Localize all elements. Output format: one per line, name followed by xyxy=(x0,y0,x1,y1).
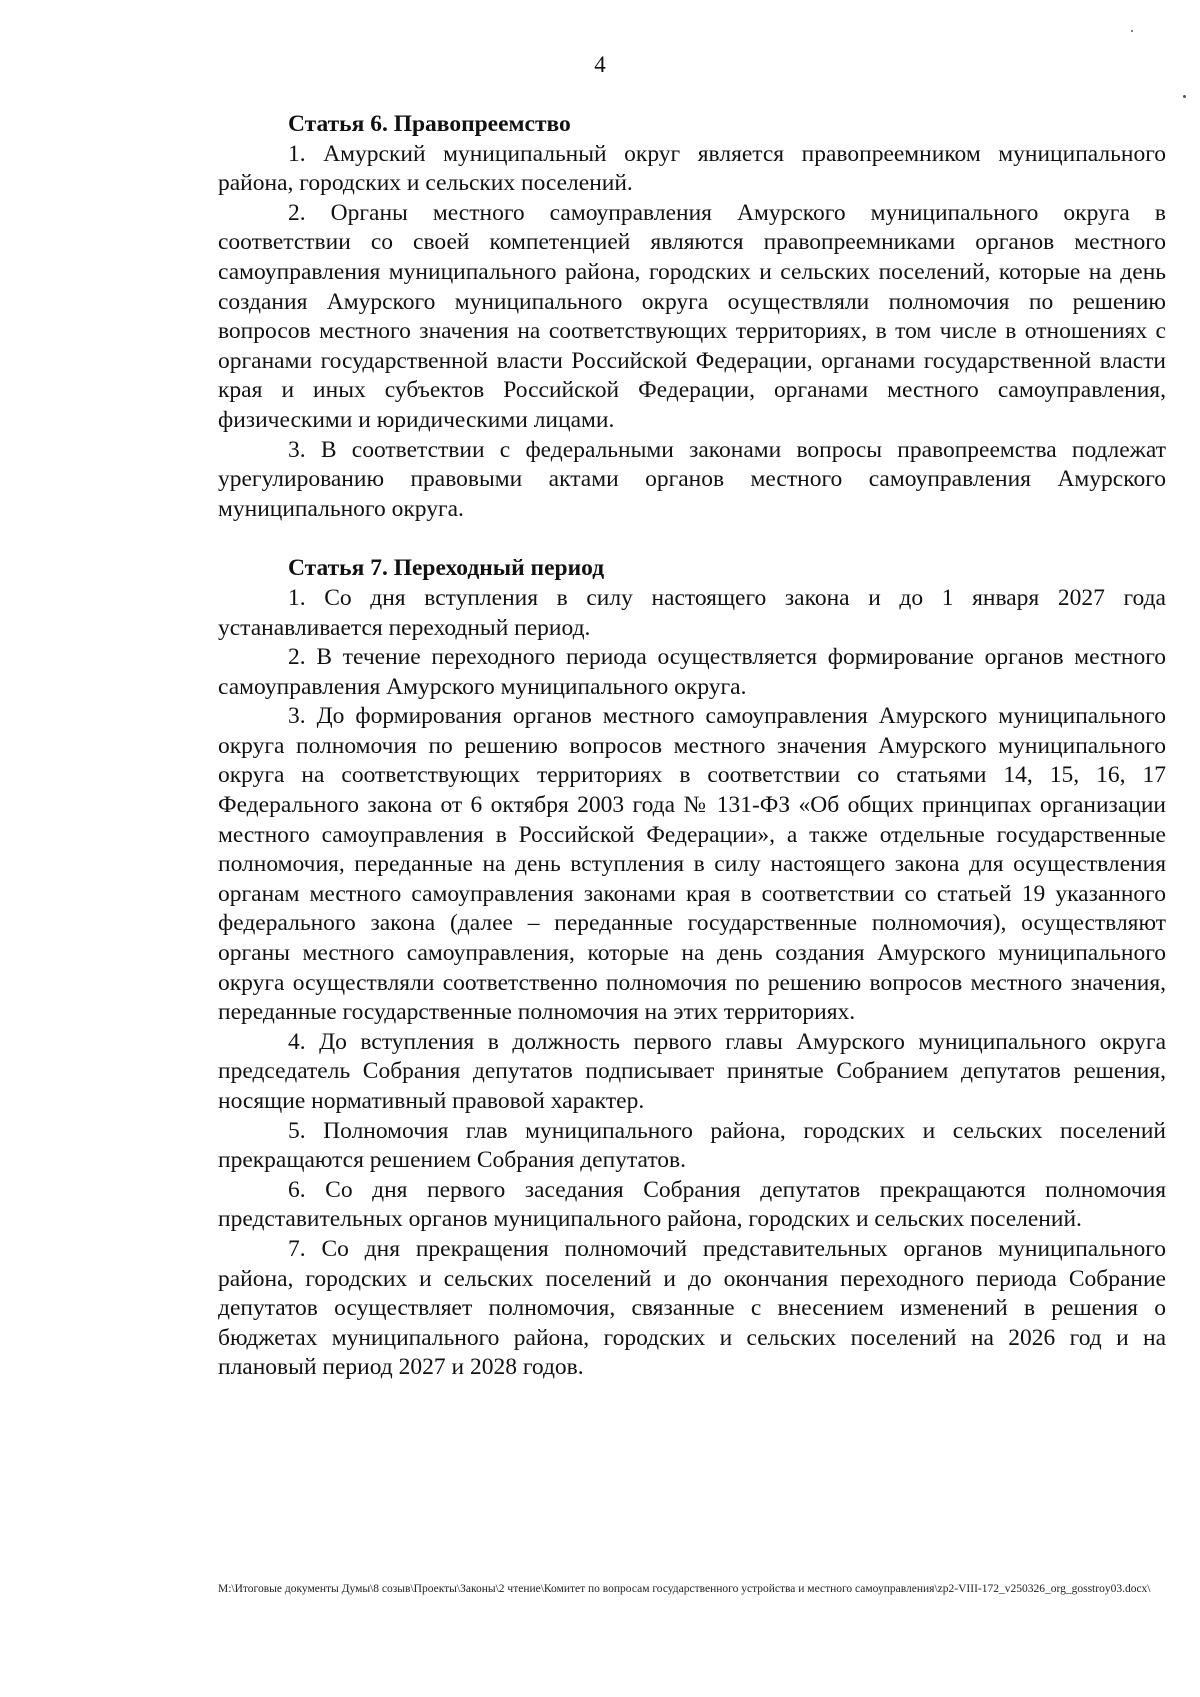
paragraph: 3. До формирования органов местного самоуправления Амурского муниципального округа полномочия по решению вопросов местного значения Амурского муниципального округа на соответствующих территориях в соответствии со статьями 14, 15, 16, 17 Федерального закона от 6 октября 2003 года № 131-ФЗ «Об общих принципах организации местного самоуправления в Российской Федерации», а также отдельные государственные полномочия, переданные на день вступления в силу настоящего закона для осуществления органам местного самоуправления законами края в соответствии со статьей 19 указанного федерального закона (далее – переданные государственные полномочия), осуществляют органы местного самоуправления, которые на день создания Амурского муниципального округа осуществляли соответственно полномочия по решению вопросов местного значения, переданные государственные полномочия на этих территориях. xyxy=(218,703,1166,1026)
article-7 xyxy=(218,554,1166,1383)
article-6 xyxy=(218,110,1166,524)
paragraph: 6. Со дня первого заседания Собрания депутатов прекращаются полномочия представительных органов муниципального района, городских и сельских поселений. xyxy=(218,1176,1166,1233)
paragraph: 4. До вступления в должность первого главы Амурского муниципального округа председатель Собрания депутатов подписывает принятые Собранием депутатов решения, носящие нормативный правовой характер. xyxy=(218,1028,1166,1114)
paragraph: 2. В течение переходного периода осуществляется формирование органов местного самоуправления Амурского муниципального округа. xyxy=(218,644,1166,700)
paragraph: 7. Со дня прекращения полномочий представительных органов муниципального района, городских и сельских поселений и до окончания переходного периода Собрание депутатов осуществляет полномочия, связанные с внесением изменений в решения о бюджетах муниципального района, городских и сельских поселений на 2026 год и на плановый период 2027 и 2028 годов. xyxy=(218,1235,1166,1381)
article-title: Статья 6. Правопреемство xyxy=(288,111,571,137)
scan-speck xyxy=(1183,95,1186,98)
paragraph: 5. Полномочия глав муниципального района, городских и сельских поселений прекращаются решением Собрания депутатов. xyxy=(218,1117,1166,1174)
article-title: Статья 7. Переходный период xyxy=(288,555,605,582)
paragraph: 1. Со дня вступления в силу настоящего закона и до 1 января 2027 года устанавливается переходный период. xyxy=(218,584,1166,641)
scan-speck xyxy=(1131,30,1133,32)
paragraph: 2. Органы местного самоуправления Амурского муниципального округа в соответствии со своей компетенцией являются правопреемниками органов местного самоуправления муниципального района, городских и сельских поселений, которые на день создания Амурского муниципального округа осуществляли полномочия по решению вопросов местного значения на соответствующих территориях, в том числе в отношениях с органами государственной власти Российской Федерации, органами государственной власти края и иных субъектов Российской Федерации, органами местного самоуправления, физическими и юридическими лицами. xyxy=(218,199,1166,433)
paragraph: 3. В соответствии с федеральными законами вопросы правопреемства подлежат урегулированию правовыми актами органов местного самоуправления Амурского муниципального округа. xyxy=(218,436,1166,522)
paragraph: 1. Амурский муниципальный округ является правопреемником муниципального района, городских и сельских поселений. xyxy=(218,140,1166,197)
document-body xyxy=(218,110,1166,1383)
page-number: 4 xyxy=(594,52,606,77)
footer-file-path: M:\Итоговые документы Думы\8 созыв\Проекты\Законы\2 чтение\Комитет по вопросам государственного устройства и местного самоуправления\zp2-VIII-172_v250326_org_gosstroy03.docx\ xyxy=(218,1583,1151,1595)
